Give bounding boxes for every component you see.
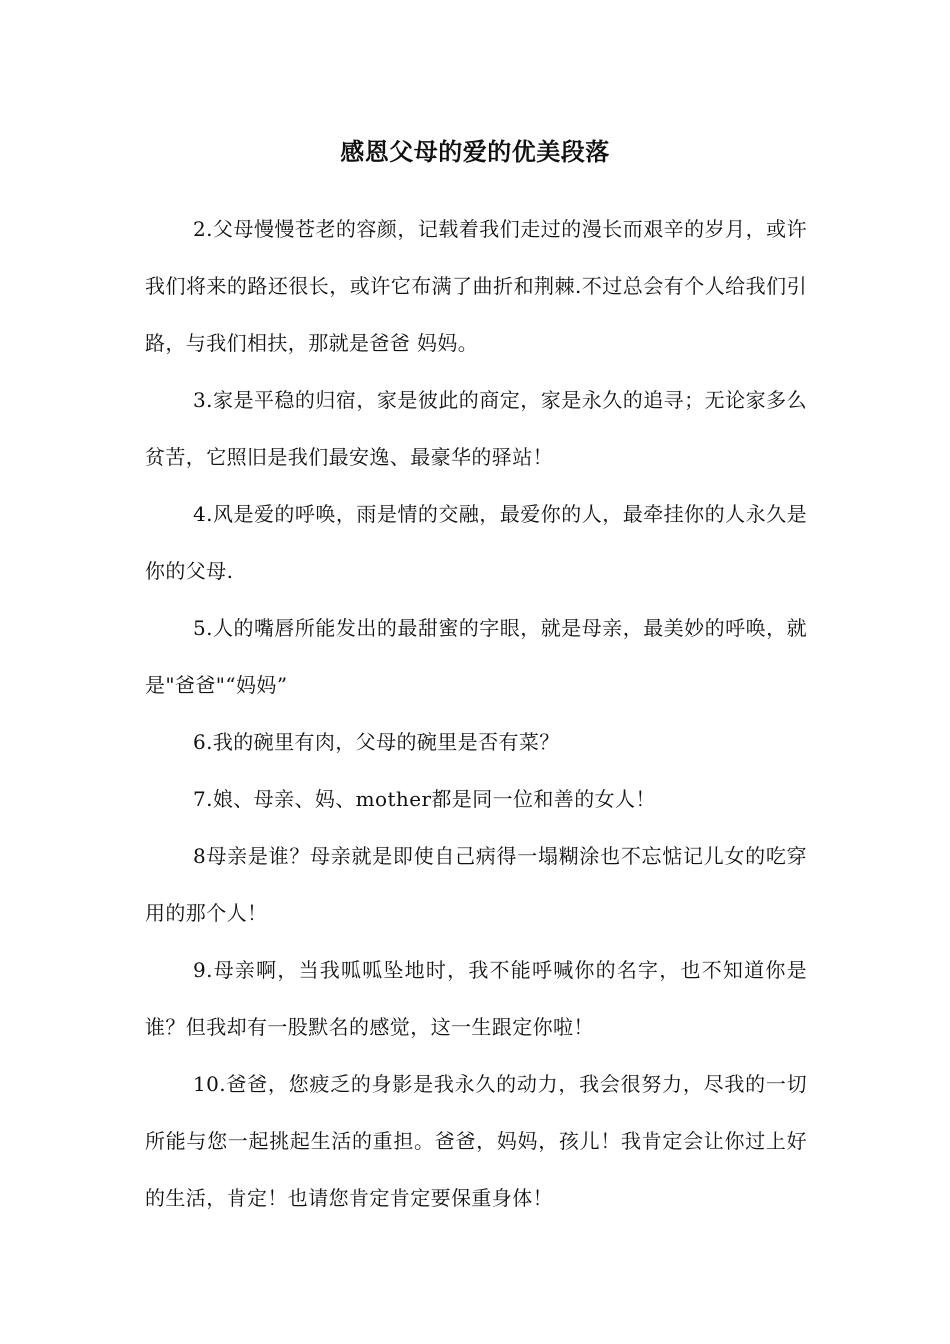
document-title: 感恩父母的爱的优美段落 [340,138,610,166]
paragraph-10: 10.爸爸，您疲乏的身影是我永久的动力，我会很努力，尽我的一切所能与您一起挑起生活的重担。爸爸，妈妈，孩儿！我肯定会让你过上好的生活，肯定！也请您肯定肯定要保重身体！ [145,1072,807,1210]
paragraph-4: 4.风是爱的呼唤，雨是情的交融，最爱你的人，最牵挂你的人永久是你的父母. [145,502,807,583]
paragraph-2: 2.父母慢慢苍老的容颜，记载着我们走过的漫长而艰辛的岁月，或许我们将来的路还很长，或许它布满了曲折和荆棘.不过总会有个人给我们引路，与我们相扶，那就是爸爸 妈妈。 [145,217,807,355]
paragraph-6: 6.我的碗里有肉，父母的碗里是否有菜？ [193,730,560,754]
document-body [145,201,807,1227]
paragraph-5: 5.人的嘴唇所能发出的最甜蜜的字眼，就是母亲，最美妙的呼唤，就是"爸爸"“妈妈” [145,616,807,697]
paragraph-3: 3.家是平稳的归宿，家是彼此的商定，家是永久的追寻；无论家多么贫苦，它照旧是我们最安逸、最豪华的驿站！ [145,388,807,469]
paragraph-7: 7.娘、母亲、妈、mother都是同一位和善的女人！ [193,787,656,811]
paragraph-9: 9.母亲啊，当我呱呱坠地时，我不能呼喊你的名字，也不知道你是谁？但我却有一股默名的感觉，这一生跟定你啦！ [145,958,807,1039]
paragraph-8: 8母亲是谁？母亲就是即使自己病得一塌糊涂也不忘惦记儿女的吃穿用的那个人！ [145,844,807,925]
